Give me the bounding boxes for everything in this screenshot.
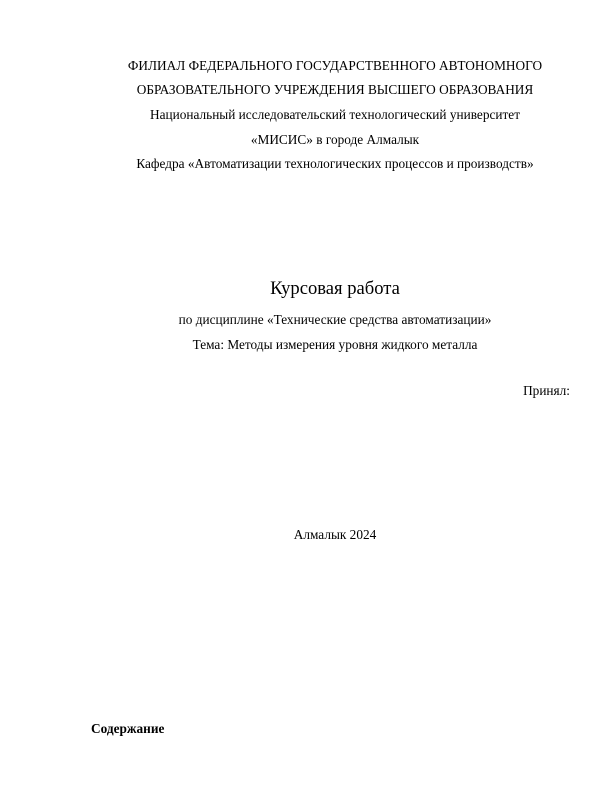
header-line-4: «МИСИС» в городе Алмалык — [250, 132, 420, 147]
city-year: Алмалык 2024 — [293, 527, 377, 542]
contents-heading: Содержание — [91, 721, 165, 736]
discipline-line: по дисциплине «Технические средства автоматизации» — [178, 312, 492, 327]
document-title: Курсовая работа — [270, 278, 400, 299]
header-line-5: Кафедра «Автоматизации технологических процессов и производств» — [136, 156, 534, 171]
header-line-2: ОБРАЗОВАТЕЛЬНОГО УЧРЕЖДЕНИЯ ВЫСШЕГО ОБРАЗОВАНИЯ — [136, 82, 534, 97]
header-line-3: Национальный исследовательский технологический университет — [149, 107, 521, 122]
topic-line: Тема: Методы измерения уровня жидкого металла — [192, 337, 478, 352]
accepted-label: Принял: — [523, 383, 570, 398]
header-line-1: ФИЛИАЛ ФЕДЕРАЛЬНОГО ГОСУДАРСТВЕННОГО АВТОНОМНОГО — [127, 58, 543, 73]
